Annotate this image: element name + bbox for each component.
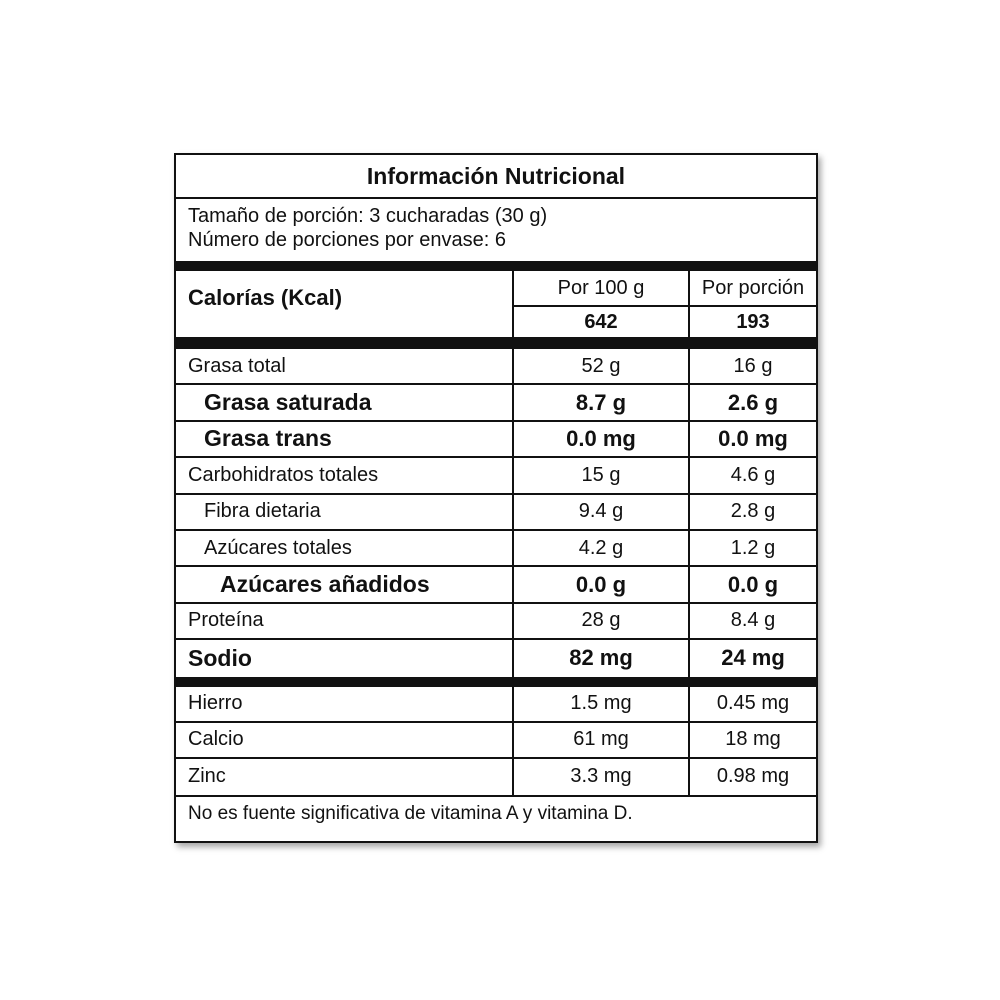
mineral-name: Hierro [176,687,514,721]
divider-thick [176,261,816,271]
mineral-value-100g: 1.5 mg [514,687,690,721]
nutrients-section [176,349,816,677]
nutrient-name: Grasa trans [176,422,514,456]
table-row [176,723,816,759]
table-row [176,531,816,567]
serving-size: Tamaño de porción: 3 cucharadas (30 g) [188,205,548,227]
nutrient-value-100g: 8.7 g [514,385,690,419]
nutrient-value-portion: 2.6 g [727,389,779,415]
table-row [176,759,816,795]
nutrient-value-100g: 4.2 g [514,531,690,565]
nutrient-value-100g: 9.4 g [514,495,690,529]
nutrient-value-100g: 0.0 g [514,567,690,601]
mineral-value-portion: 0.98 mg [716,765,790,788]
calories-label: Calorías (Kcal) [176,271,514,337]
serving-info [176,199,816,261]
nutrient-name: Grasa saturada [176,385,514,419]
table-row [176,687,816,723]
divider-thick [176,677,816,687]
nutrient-name: Azúcares totales [176,531,514,565]
mineral-value-portion: 18 mg [725,728,781,751]
calories-value-100g: 642 [514,307,690,337]
column-header-portion: Por porción [690,271,816,307]
nutrient-value-100g: 0.0 mg [514,422,690,456]
table-row [176,422,816,458]
table-row [176,349,816,385]
nutrient-value-100g: 52 g [514,349,690,383]
minerals-section [176,687,816,797]
nutrient-name: Fibra dietaria [176,495,514,529]
column-header-100g: Por 100 g [514,271,690,307]
nutrient-value-portion: 1.2 g [730,536,776,559]
table-row [176,640,816,676]
nutrient-value-portion: 2.8 g [730,500,776,523]
nutrient-name: Azúcares añadidos [176,567,514,601]
mineral-value-100g: 3.3 mg [514,759,690,795]
mineral-value-100g: 61 mg [514,723,690,757]
table-row [176,385,816,421]
nutrient-name: Sodio [176,640,514,676]
nutrition-facts-table [174,153,818,843]
nutrient-value-portion: 4.6 g [730,463,776,486]
nutrient-name: Carbohidratos totales [176,458,514,492]
table-row [176,604,816,640]
mineral-value-portion: 0.45 mg [716,692,790,715]
label-title: Información Nutricional [176,155,816,199]
calories-block [176,271,816,339]
nutrient-value-portion: 0.0 g [727,571,779,597]
nutrition-label-container [174,153,818,843]
nutrient-value-portion: 16 g [733,354,773,377]
mineral-name: Calcio [176,723,514,757]
footnote: No es fuente significativa de vitamina A y vitamina D. [188,802,633,824]
nutrient-value-100g: 82 mg [514,640,690,676]
table-row [176,495,816,531]
nutrient-value-100g: 15 g [514,458,690,492]
nutrient-name: Grasa total [176,349,514,383]
servings-per-container: Número de porciones por envase: 6 [188,229,506,251]
nutrient-name: Proteína [176,604,514,638]
nutrient-value-portion: 24 mg [721,645,785,671]
mineral-name: Zinc [176,759,514,795]
nutrient-value-100g: 28 g [514,604,690,638]
nutrient-value-portion: 8.4 g [730,609,776,632]
calories-value-portion: 193 [736,310,770,333]
nutrient-value-portion: 0.0 mg [718,425,788,451]
table-row [176,458,816,494]
divider-thick [176,339,816,349]
table-row [176,567,816,603]
